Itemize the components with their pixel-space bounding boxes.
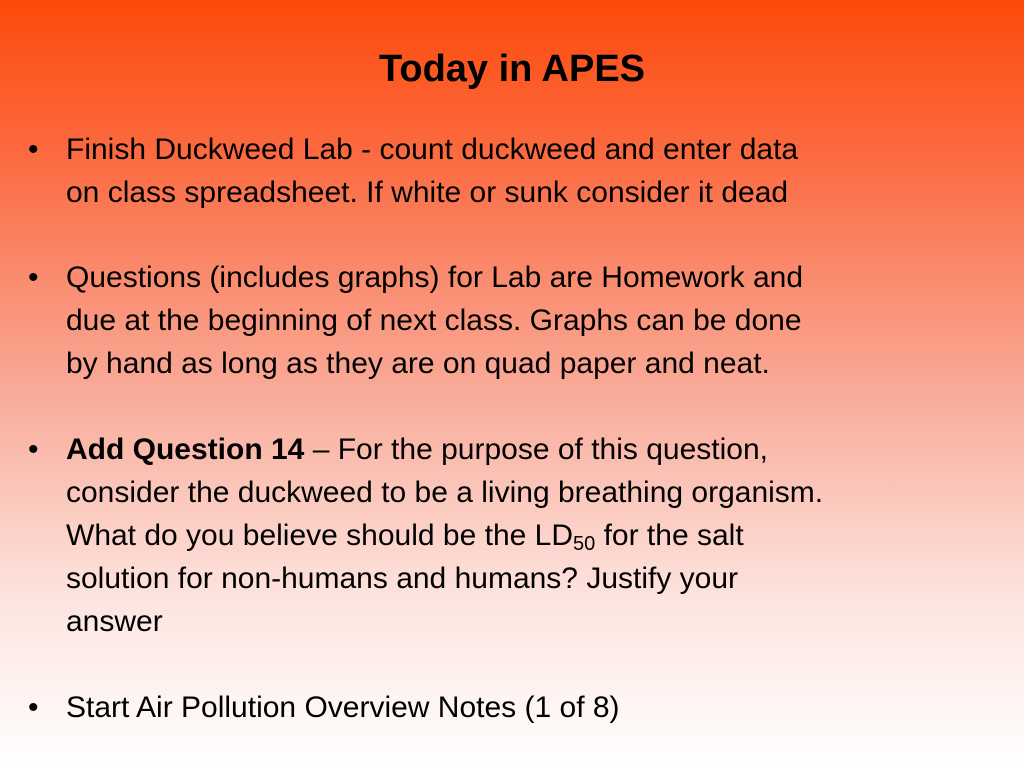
bullet-line: Questions (includes graphs) for Lab are Homework and <box>66 261 804 294</box>
bullet-line-part: What do you believe should be the LD <box>66 519 573 552</box>
bullet-line: solution for non-humans and humans? Justify your <box>66 562 739 595</box>
bullet-line-part: for the salt <box>595 519 744 552</box>
subscript-50: 50 <box>573 533 596 555</box>
bullet-line <box>66 514 986 557</box>
bullet-point: • <box>28 433 39 466</box>
bullet-line: answer <box>66 605 163 638</box>
bullet-point: • <box>28 691 39 724</box>
bullet-line: due at the beginning of next class. Graphs can be done <box>66 304 802 337</box>
bullet-text <box>66 428 986 643</box>
bullet-text <box>66 256 986 385</box>
bullet-text <box>66 128 986 214</box>
bullet-line-rest: – For the purpose of this question, <box>304 433 768 466</box>
bullet-text <box>66 686 986 729</box>
bullet-line: by hand as long as they are on quad paper and neat. <box>66 347 770 380</box>
bullet-line: consider the duckweed to be a living breathing organism. <box>66 476 824 509</box>
bullet-line: Finish Duckweed Lab - count duckweed and enter data <box>66 133 799 166</box>
bullet-line: Start Air Pollution Overview Notes (1 of 8) <box>66 691 620 724</box>
bullet-bold-lead: Add Question 14 <box>66 433 305 466</box>
bullet-point: • <box>28 261 39 294</box>
slide-title: Today in APES <box>378 48 646 90</box>
bullet-point: • <box>28 133 39 166</box>
bullet-line <box>66 428 986 471</box>
bullet-line: on class spreadsheet. If white or sunk consider it dead <box>66 176 789 209</box>
